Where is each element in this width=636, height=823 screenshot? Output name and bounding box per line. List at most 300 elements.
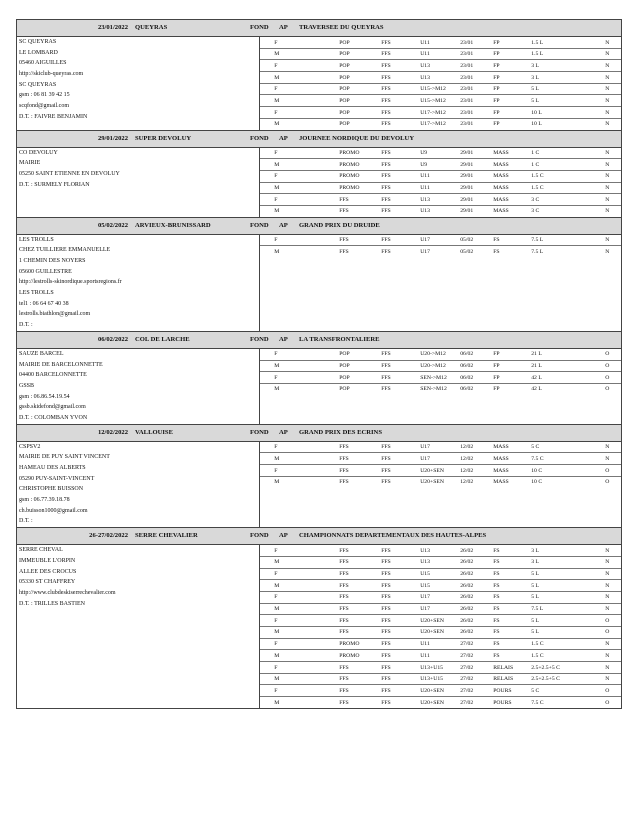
race-format: MASS bbox=[493, 479, 509, 486]
race-category: U17 bbox=[420, 594, 430, 601]
race-level: PROMO bbox=[339, 173, 360, 180]
race-row bbox=[260, 119, 621, 130]
race-format: FS bbox=[493, 547, 500, 554]
race-federation: FFS bbox=[381, 676, 391, 683]
race-sex: M bbox=[274, 51, 280, 58]
race-table bbox=[260, 442, 621, 528]
race-sex: F bbox=[274, 39, 278, 46]
race-level: FFS bbox=[339, 196, 349, 203]
race-federation: FFS bbox=[381, 699, 391, 706]
race-scope: N bbox=[605, 444, 610, 451]
race-distance: 3 C bbox=[531, 196, 540, 203]
event-header bbox=[17, 218, 621, 235]
race-federation: FFS bbox=[381, 196, 391, 203]
race-scope: N bbox=[605, 455, 610, 462]
club-line: http://lestrolls-skinordique.sportsregions.fr bbox=[19, 279, 122, 286]
race-federation: FFS bbox=[381, 687, 391, 694]
race-date: 12/02 bbox=[460, 455, 474, 462]
race-format: FP bbox=[493, 109, 500, 116]
event-header bbox=[17, 332, 621, 349]
event-title: JOURNEE NORDIQUE DU DEVOLUY bbox=[299, 134, 415, 142]
race-table bbox=[260, 37, 621, 130]
race-federation: FFS bbox=[381, 617, 391, 624]
race-distance: 42 L bbox=[531, 374, 542, 381]
race-distance: 5 L bbox=[531, 97, 539, 104]
race-level: FFS bbox=[339, 629, 349, 636]
club-line: gsm : 06.86.54.19.54 bbox=[19, 393, 70, 400]
race-table bbox=[260, 235, 621, 331]
race-category: U13 bbox=[420, 547, 430, 554]
fond-label: FOND bbox=[250, 532, 269, 540]
race-sex: M bbox=[274, 629, 280, 636]
race-format: FS bbox=[493, 594, 500, 601]
race-sex: M bbox=[274, 248, 280, 255]
race-date: 26/02 bbox=[460, 617, 474, 624]
race-level: POP bbox=[339, 386, 350, 393]
race-row bbox=[260, 107, 621, 119]
event-header bbox=[17, 131, 621, 148]
race-date: 23/01 bbox=[460, 121, 474, 128]
club-info bbox=[17, 37, 260, 130]
race-level: PROMO bbox=[339, 150, 360, 156]
race-scope: O bbox=[605, 467, 610, 474]
race-distance: 5 C bbox=[531, 444, 540, 451]
race-category: U17->M12 bbox=[420, 109, 446, 116]
race-row bbox=[260, 569, 621, 581]
club-line: CSPSV2 bbox=[19, 443, 41, 450]
club-info bbox=[17, 148, 260, 217]
race-distance: 1.5 C bbox=[531, 185, 544, 192]
race-date: 29/01 bbox=[460, 161, 474, 168]
race-scope: O bbox=[605, 386, 610, 393]
race-scope: N bbox=[605, 97, 610, 104]
race-scope: O bbox=[605, 363, 610, 369]
race-distance: 10 L bbox=[531, 109, 542, 116]
race-format: FP bbox=[493, 74, 500, 81]
race-format: FP bbox=[493, 39, 500, 46]
event-date: 26-27/02/2022 bbox=[89, 532, 128, 540]
race-row bbox=[260, 592, 621, 604]
race-sex: F bbox=[274, 571, 278, 577]
race-scope: N bbox=[605, 606, 610, 613]
race-federation: FFS bbox=[381, 62, 391, 69]
race-category: U11 bbox=[420, 652, 430, 659]
club-info bbox=[17, 545, 260, 708]
event-header bbox=[17, 425, 621, 442]
race-date: 06/02 bbox=[460, 386, 474, 393]
race-date: 23/01 bbox=[460, 62, 474, 69]
race-sex: M bbox=[274, 559, 280, 566]
race-distance: 3 L bbox=[531, 62, 539, 69]
race-federation: FFS bbox=[381, 559, 391, 566]
race-category: U11 bbox=[420, 39, 430, 46]
race-category: U20->M12 bbox=[420, 351, 446, 358]
race-table bbox=[260, 148, 621, 217]
race-row bbox=[260, 349, 621, 361]
race-federation: FFS bbox=[381, 150, 391, 156]
event-place: COL DE LARCHE bbox=[135, 335, 190, 343]
race-federation: FFS bbox=[381, 97, 391, 104]
race-format: MASS bbox=[493, 455, 509, 462]
race-federation: FFS bbox=[381, 571, 391, 577]
race-federation: FFS bbox=[381, 109, 391, 116]
race-scope: N bbox=[605, 208, 610, 215]
ap-label: AP bbox=[279, 221, 288, 229]
race-distance: 5 L bbox=[531, 594, 539, 601]
race-date: 27/02 bbox=[460, 641, 474, 648]
race-format: MASS bbox=[493, 467, 509, 474]
race-distance: 1 C bbox=[531, 150, 540, 156]
race-scope: N bbox=[605, 559, 610, 566]
race-sex: M bbox=[274, 582, 280, 589]
race-sex: F bbox=[274, 641, 278, 648]
race-level: FFS bbox=[339, 237, 349, 244]
race-format: FS bbox=[493, 237, 500, 244]
race-federation: FFS bbox=[381, 652, 391, 659]
race-category: U20+SEN bbox=[420, 617, 444, 624]
race-date: 26/02 bbox=[460, 559, 474, 566]
race-format: FS bbox=[493, 559, 500, 566]
race-distance: 5 L bbox=[531, 86, 539, 93]
race-format: FP bbox=[493, 51, 500, 58]
race-scope: N bbox=[605, 248, 610, 255]
race-sex: M bbox=[274, 606, 280, 613]
event-title: TRAVERSEE DU QUEYRAS bbox=[299, 24, 384, 31]
race-format: FP bbox=[493, 62, 500, 69]
race-scope: O bbox=[605, 351, 610, 358]
race-distance: 1.5 L bbox=[531, 39, 544, 46]
race-distance: 42 L bbox=[531, 386, 542, 393]
race-distance: 10 C bbox=[531, 467, 543, 474]
club-line: tel1 : 06 64 67 40 38 bbox=[19, 300, 69, 307]
race-federation: FFS bbox=[381, 467, 391, 474]
race-row bbox=[260, 453, 621, 465]
race-distance: 10 C bbox=[531, 479, 543, 486]
race-category: U11 bbox=[420, 51, 430, 58]
race-category: U20+SEN bbox=[420, 479, 444, 486]
club-line: SAUZE BARCEL bbox=[19, 350, 64, 357]
race-row bbox=[260, 674, 621, 686]
race-category: SEN->M12 bbox=[420, 374, 447, 381]
race-federation: FFS bbox=[381, 374, 391, 381]
club-line: LE LOMBARD bbox=[19, 49, 58, 56]
race-category: U20+SEN bbox=[420, 629, 444, 636]
race-level: POP bbox=[339, 51, 350, 58]
race-format: FP bbox=[493, 121, 500, 128]
race-distance: 7.5 C bbox=[531, 455, 544, 462]
race-level: PROMO bbox=[339, 161, 360, 168]
race-scope: O bbox=[605, 687, 610, 694]
club-line: SC QUEYRAS bbox=[19, 81, 57, 88]
race-level: POP bbox=[339, 62, 350, 69]
event-place: SERRE CHEVALIER bbox=[135, 532, 198, 540]
race-level: POP bbox=[339, 374, 350, 381]
race-sex: F bbox=[274, 617, 278, 624]
race-date: 26/02 bbox=[460, 547, 474, 554]
event-header bbox=[17, 20, 621, 37]
race-federation: FFS bbox=[381, 248, 391, 255]
race-format: FP bbox=[493, 86, 500, 93]
race-sex: F bbox=[274, 351, 278, 358]
race-distance: 3 C bbox=[531, 208, 540, 215]
race-category: U20->M12 bbox=[420, 363, 446, 369]
race-category: U17 bbox=[420, 248, 430, 255]
race-sex: M bbox=[274, 676, 280, 683]
race-format: FS bbox=[493, 629, 500, 636]
race-level: FFS bbox=[339, 208, 349, 215]
race-sex: M bbox=[274, 386, 280, 393]
race-row bbox=[260, 697, 621, 708]
event-block bbox=[16, 217, 622, 331]
race-date: 26/02 bbox=[460, 582, 474, 589]
event-title: GRAND PRIX DU DRUIDE bbox=[299, 221, 380, 229]
race-format: FP bbox=[493, 386, 500, 393]
race-level: FFS bbox=[339, 582, 349, 589]
race-category: U11 bbox=[420, 641, 430, 648]
race-row bbox=[260, 235, 621, 247]
event-title: CHAMPIONNATS DEPARTEMENTAUX DES HAUTES-ALPES bbox=[299, 532, 487, 540]
race-scope: N bbox=[605, 39, 610, 46]
race-level: FFS bbox=[339, 547, 349, 554]
race-distance: 1.5 C bbox=[531, 652, 544, 659]
race-sex: M bbox=[274, 74, 280, 81]
race-distance: 2.5+2.5+5 C bbox=[531, 664, 560, 671]
club-line: HAMEAU DES ALBERTS bbox=[19, 465, 86, 471]
race-level: FFS bbox=[339, 676, 349, 683]
fond-label: FOND bbox=[250, 134, 269, 142]
race-category: U15->M12 bbox=[420, 97, 446, 104]
race-federation: FFS bbox=[381, 641, 391, 648]
race-date: 29/01 bbox=[460, 185, 474, 192]
race-format: FP bbox=[493, 363, 500, 369]
event-block bbox=[16, 424, 622, 528]
race-date: 23/01 bbox=[460, 39, 474, 46]
race-scope: N bbox=[605, 62, 610, 69]
race-federation: FFS bbox=[381, 455, 391, 462]
race-row bbox=[260, 639, 621, 651]
race-category: U13 bbox=[420, 559, 430, 566]
race-row bbox=[260, 604, 621, 616]
event-date: 29/01/2022 bbox=[97, 134, 128, 142]
race-level: FFS bbox=[339, 664, 349, 671]
race-category: U13 bbox=[420, 196, 430, 203]
race-federation: FFS bbox=[381, 237, 391, 244]
race-row bbox=[260, 685, 621, 697]
club-line: IMMEUBLE L'ORPIN bbox=[19, 557, 76, 564]
race-date: 06/02 bbox=[460, 351, 474, 358]
race-scope: N bbox=[605, 571, 610, 577]
ap-label: AP bbox=[279, 24, 288, 31]
race-row bbox=[260, 206, 621, 217]
race-distance: 21 L bbox=[531, 351, 542, 358]
race-category: U20+SEN bbox=[420, 467, 444, 474]
race-distance: 2.5+2.5+5 C bbox=[531, 676, 560, 683]
race-scope: N bbox=[605, 121, 610, 128]
race-format: FS bbox=[493, 617, 500, 624]
race-level: POP bbox=[339, 86, 350, 93]
event-date: 23/01/2022 bbox=[97, 24, 128, 31]
race-category: U13 bbox=[420, 74, 430, 81]
race-scope: N bbox=[605, 641, 610, 648]
race-date: 26/02 bbox=[460, 571, 474, 577]
race-date: 27/02 bbox=[460, 676, 474, 683]
event-title: LA TRANSFRONTALIERE bbox=[299, 335, 380, 343]
race-sex: M bbox=[274, 97, 280, 104]
race-date: 05/02 bbox=[460, 237, 474, 244]
fond-label: FOND bbox=[250, 335, 269, 343]
race-sex: M bbox=[274, 455, 280, 462]
race-row bbox=[260, 183, 621, 195]
race-sex: F bbox=[274, 444, 278, 451]
race-row bbox=[260, 627, 621, 639]
race-format: MASS bbox=[493, 161, 509, 168]
race-federation: FFS bbox=[381, 185, 391, 192]
race-sex: F bbox=[274, 374, 278, 381]
race-category: U17 bbox=[420, 455, 430, 462]
race-distance: 1 C bbox=[531, 161, 540, 168]
race-sex: M bbox=[274, 121, 280, 128]
club-line: MAIRIE DE BARCELONNETTE bbox=[19, 361, 103, 368]
race-category: U9 bbox=[420, 150, 428, 156]
event-place: QUEYRAS bbox=[135, 24, 168, 31]
calendar-sheet bbox=[16, 19, 622, 709]
race-row bbox=[260, 477, 621, 488]
club-line: ch.buisson1000@gmail.com bbox=[19, 507, 88, 514]
club-line: CO DEVOLUY bbox=[19, 149, 58, 156]
ap-label: AP bbox=[279, 134, 288, 142]
race-distance: 3 L bbox=[531, 559, 539, 566]
race-format: FS bbox=[493, 606, 500, 613]
event-header bbox=[17, 528, 621, 545]
race-format: RELAIS bbox=[493, 676, 514, 683]
race-row bbox=[260, 545, 621, 557]
race-sex: F bbox=[274, 62, 278, 69]
race-sex: F bbox=[274, 86, 278, 93]
club-line: 1 CHEMIN DES NOYERS bbox=[19, 258, 86, 264]
race-category: U13+U15 bbox=[420, 664, 444, 671]
race-category: U17 bbox=[420, 606, 430, 613]
event-block bbox=[16, 527, 622, 709]
club-line: 05250 SAINT ETIENNE EN DEVOLUY bbox=[19, 170, 120, 177]
race-format: MASS bbox=[493, 196, 509, 203]
event-place: ARVIEUX-BRUNISSARD bbox=[135, 221, 211, 229]
race-row bbox=[260, 246, 621, 257]
race-format: MASS bbox=[493, 173, 509, 180]
ap-label: AP bbox=[279, 335, 288, 343]
race-row bbox=[260, 384, 621, 395]
race-federation: FFS bbox=[381, 444, 391, 451]
club-line: CHEZ TUILLIERE EMMANUELLE bbox=[19, 247, 111, 254]
race-scope: N bbox=[605, 161, 610, 168]
race-date: 23/01 bbox=[460, 74, 474, 81]
race-format: FS bbox=[493, 582, 500, 589]
race-distance: 5 C bbox=[531, 687, 540, 694]
race-federation: FFS bbox=[381, 208, 391, 215]
fond-label: FOND bbox=[250, 428, 269, 436]
race-category: U11 bbox=[420, 185, 430, 192]
race-level: FFS bbox=[339, 617, 349, 624]
race-level: FFS bbox=[339, 455, 349, 462]
race-sex: F bbox=[274, 173, 278, 180]
race-row bbox=[260, 148, 621, 160]
race-level: FFS bbox=[339, 467, 349, 474]
race-federation: FFS bbox=[381, 51, 391, 58]
race-format: FS bbox=[493, 248, 500, 255]
club-line: D.T. : bbox=[19, 518, 33, 525]
race-category: U13 bbox=[420, 208, 430, 215]
race-date: 12/02 bbox=[460, 467, 474, 474]
race-format: MASS bbox=[493, 185, 509, 192]
race-row bbox=[260, 84, 621, 96]
race-federation: FFS bbox=[381, 594, 391, 601]
race-scope: O bbox=[605, 617, 610, 624]
club-line: D.T. : TRILLES BASTIEN bbox=[19, 600, 85, 607]
race-scope: N bbox=[605, 547, 610, 554]
race-federation: FFS bbox=[381, 547, 391, 554]
race-distance: 5 L bbox=[531, 629, 539, 636]
race-date: 27/02 bbox=[460, 664, 474, 671]
race-distance: 7.5 C bbox=[531, 699, 544, 706]
race-date: 06/02 bbox=[460, 374, 474, 381]
race-distance: 5 L bbox=[531, 571, 539, 577]
race-scope: O bbox=[605, 699, 610, 706]
race-level: FFS bbox=[339, 699, 349, 706]
event-body bbox=[17, 235, 621, 331]
race-row bbox=[260, 60, 621, 72]
race-distance: 5 L bbox=[531, 617, 539, 624]
race-level: FFS bbox=[339, 594, 349, 601]
event-body bbox=[17, 37, 621, 130]
race-sex: M bbox=[274, 208, 280, 215]
club-info bbox=[17, 235, 260, 331]
club-line: 04400 BARCELONNETTE bbox=[19, 372, 87, 379]
race-sex: F bbox=[274, 687, 278, 694]
race-date: 29/01 bbox=[460, 196, 474, 203]
event-place: VALLOUISE bbox=[135, 428, 173, 436]
race-level: FFS bbox=[339, 606, 349, 613]
race-sex: M bbox=[274, 652, 280, 659]
race-scope: N bbox=[605, 582, 610, 589]
race-date: 23/01 bbox=[460, 97, 474, 104]
race-federation: FFS bbox=[381, 664, 391, 671]
race-date: 29/01 bbox=[460, 208, 474, 215]
club-line: ALLEE DES CROCUS bbox=[19, 568, 77, 575]
event-date: 05/02/2022 bbox=[97, 221, 128, 229]
race-scope: N bbox=[605, 676, 610, 683]
race-sex: F bbox=[274, 150, 278, 156]
race-sex: M bbox=[274, 363, 280, 369]
club-line: SC QUEYRAS bbox=[19, 39, 57, 45]
race-level: FFS bbox=[339, 687, 349, 694]
race-date: 26/02 bbox=[460, 629, 474, 636]
club-info bbox=[17, 349, 260, 424]
race-format: MASS bbox=[493, 208, 509, 215]
event-body bbox=[17, 545, 621, 708]
race-scope: N bbox=[605, 74, 610, 81]
race-sex: M bbox=[274, 185, 280, 192]
club-line: http://skiclub-queyras.com bbox=[19, 71, 84, 78]
race-scope: O bbox=[605, 629, 610, 636]
club-line: lestrolls.biathlon@gmail.com bbox=[19, 311, 91, 318]
race-level: POP bbox=[339, 363, 350, 369]
race-category: U11 bbox=[420, 173, 430, 180]
race-row bbox=[260, 171, 621, 183]
race-date: 27/02 bbox=[460, 652, 474, 659]
race-row bbox=[260, 557, 621, 569]
race-row bbox=[260, 615, 621, 627]
race-distance: 10 L bbox=[531, 121, 542, 128]
race-date: 26/02 bbox=[460, 606, 474, 613]
